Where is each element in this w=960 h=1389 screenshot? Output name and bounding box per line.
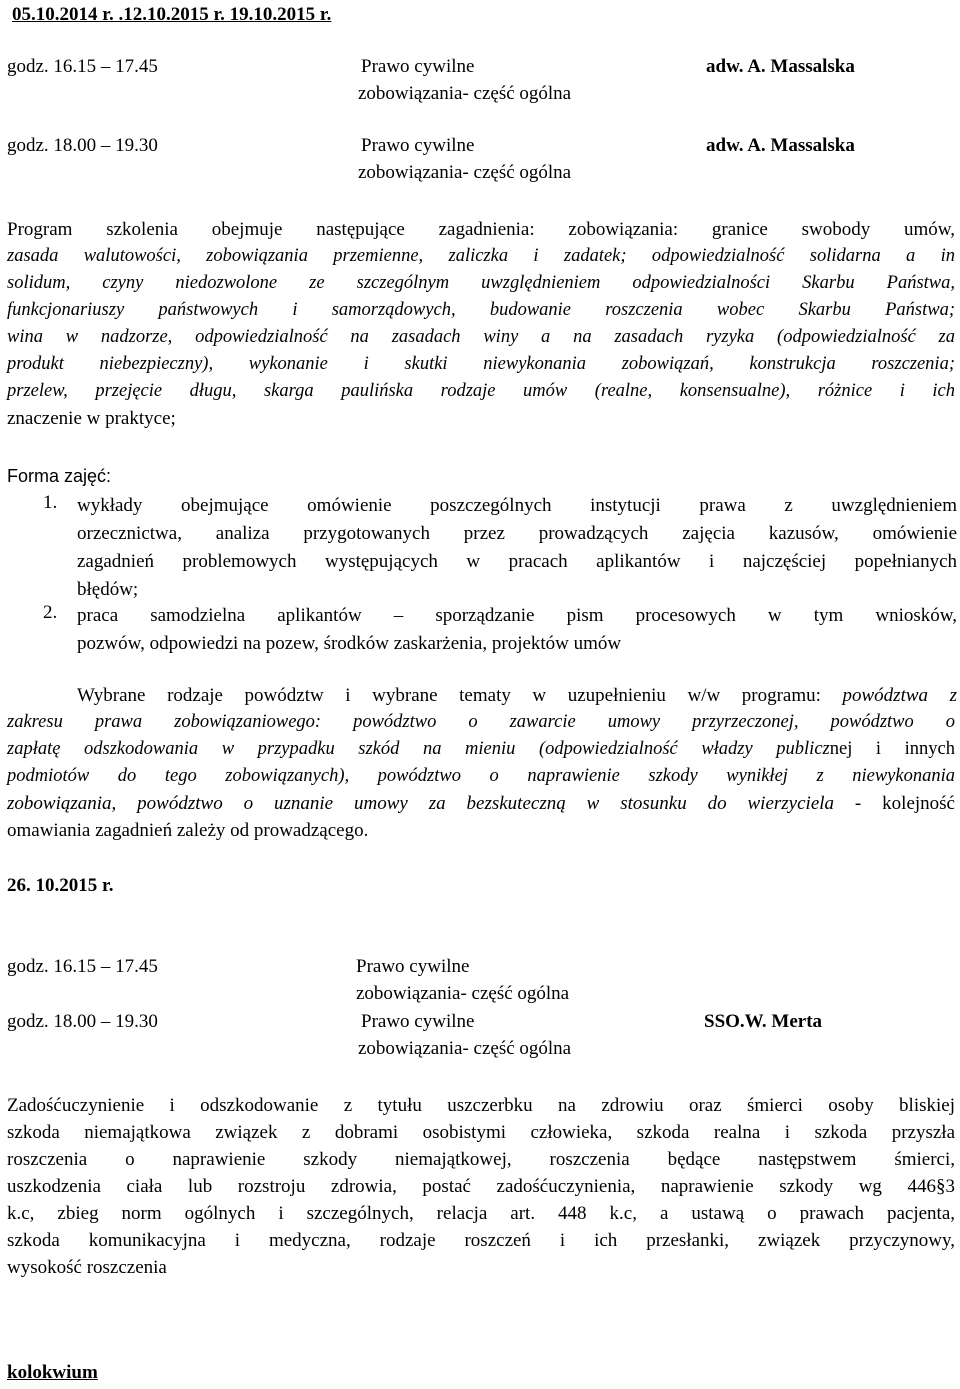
session-3-subject: Prawo cywilne xyxy=(356,956,470,977)
second-date: 26. 10.2015 r. xyxy=(7,875,114,896)
damages-line: roszczenia o naprawienie szkody niemajątkowej, roszczenia będące następstwem śmierci, xyxy=(7,1149,955,1170)
wybrane-line: omawiania zagadnień zależy od prowadzącego. xyxy=(7,820,369,841)
program-line: solidum, czyny niedozwolone ze szczególnym uwzględnieniem odpowiedzialności Skarbu Państwa, xyxy=(7,273,955,293)
forma-label: Forma zajęć: xyxy=(7,466,112,486)
session-1-topic: zobowiązania- część ogólna xyxy=(358,83,572,104)
session-4-time: godz. 18.00 – 19.30 xyxy=(7,1011,158,1032)
forma-item-line: wykłady obejmujące omówienie poszczególnych instytucji prawa z uwzględnieniem xyxy=(77,495,957,516)
program-line: wina w nadzorze, odpowiedzialność na zasadach winy a na zasadach ryzyka (odpowiedzialność za xyxy=(7,327,955,347)
session-1-lecturer: adw. A. Massalska xyxy=(706,56,855,77)
program-line: przelew, przejęcie długu, skarga paulińska rodzaje umów (realne, konsensualne), różnice i ich xyxy=(7,381,955,401)
forma-item-number: 2. xyxy=(43,602,58,623)
wybrane-line-text: zapłatę odszkodowania w przypadku szkód na mieniu (odpowiedzialność władzy publicznej i innych xyxy=(7,739,955,759)
forma-item-line: praca samodzielna aplikantów – sporządzanie pism procesowych w tym wniosków, xyxy=(77,605,957,626)
session-4-topic: zobowiązania- część ogólna xyxy=(358,1038,572,1059)
damages-line: k.c, zbieg norm ogólnych i szczególnych, relacja art. 448 k.c, a ustawą o prawach pacjenta, xyxy=(7,1203,955,1224)
program-line: zasada walutowości, zobowiązania przemienne, zaliczka i zadatek; odpowiedzialność solidarna a in xyxy=(7,246,955,266)
program-line: produkt niebezpieczny), wykonanie i skutki niewykonania zobowiązań, konstrukcja roszczenia; xyxy=(7,354,955,374)
session-2-subject: Prawo cywilne xyxy=(361,135,475,156)
program-line: Program szkolenia obejmuje następujące zagadnienia: zobowiązania: granice swobody umów, xyxy=(7,219,955,240)
session-1-time: godz. 16.15 – 17.45 xyxy=(7,56,158,77)
damages-line: uszkodzenia ciała lub rozstroju zdrowia, postać zadośćuczynienia, naprawienie szkody wg 446§3 xyxy=(7,1176,955,1197)
forma-item-line: błędów; xyxy=(77,579,139,600)
forma-item-line: zagadnień problemowych występujących w pracach aplikantów i najczęściej popełnianych xyxy=(77,551,957,572)
session-1-subject: Prawo cywilne xyxy=(361,56,475,77)
program-line: znaczenie w praktyce; xyxy=(7,408,176,429)
session-2-topic: zobowiązania- część ogólna xyxy=(358,162,572,183)
wybrane-line-text: zobowiązania, powództwo o uznanie umowy za bezskuteczną w stosunku do wierzyciela - kolejność xyxy=(7,793,955,814)
wybrane-line: podmiotów do tego zobowiązanych), powództwo o naprawienie szkody wynikłej z niewykonania xyxy=(7,766,955,786)
kolokwium-heading: kolokwium xyxy=(7,1362,98,1383)
damages-line: szkoda niemajątkowa związek z dobrami osobistymi człowieka, szkoda realna i szkoda przyszła xyxy=(7,1122,955,1143)
damages-line: wysokość roszczenia xyxy=(7,1257,167,1278)
header-dates: 05.10.2014 r. .12.10.2015 r. 19.10.2015 r. xyxy=(12,4,332,25)
program-line: funkcjonariuszy państwowych i samorządowych, budowanie roszczenia wobec Skarbu Państwa; xyxy=(7,300,955,320)
wybrane-line: zakresu prawa zobowiązaniowego: powództwo o zawarcie umowy przyrzeczonej, powództwo o xyxy=(7,712,955,732)
wybrane-line xyxy=(7,736,955,763)
damages-line: szkoda komunikacyjna i medyczna, rodzaje roszczeń i ich przesłanki, związek przyczynowy, xyxy=(7,1230,955,1251)
wybrane-line xyxy=(77,682,957,709)
forma-item-number: 1. xyxy=(43,492,58,513)
forma-item-line: orzecznictwa, analiza przygotowanych przez prowadzących zajęcia kazusów, omówienie xyxy=(77,523,957,544)
forma-item-line: pozwów, odpowiedzi na pozew, środków zaskarżenia, projektów umów xyxy=(77,633,622,654)
session-3-topic: zobowiązania- część ogólna xyxy=(356,983,570,1004)
wybrane-line xyxy=(7,790,955,817)
session-3-time: godz. 16.15 – 17.45 xyxy=(7,956,158,977)
damages-line: Zadośćuczynienie i odszkodowanie z tytułu uszczerbku na zdrowiu oraz śmierci osoby bliskiej xyxy=(7,1095,955,1116)
session-4-subject: Prawo cywilne xyxy=(361,1011,475,1032)
session-2-time: godz. 18.00 – 19.30 xyxy=(7,135,158,156)
session-4-lecturer: SSO.W. Merta xyxy=(704,1011,823,1032)
session-2-lecturer: adw. A. Massalska xyxy=(706,135,855,156)
wybrane-line-text: Wybrane rodzaje powództw i wybrane tematy w uzupełnieniu w/w programu: powództwa z xyxy=(77,685,957,706)
